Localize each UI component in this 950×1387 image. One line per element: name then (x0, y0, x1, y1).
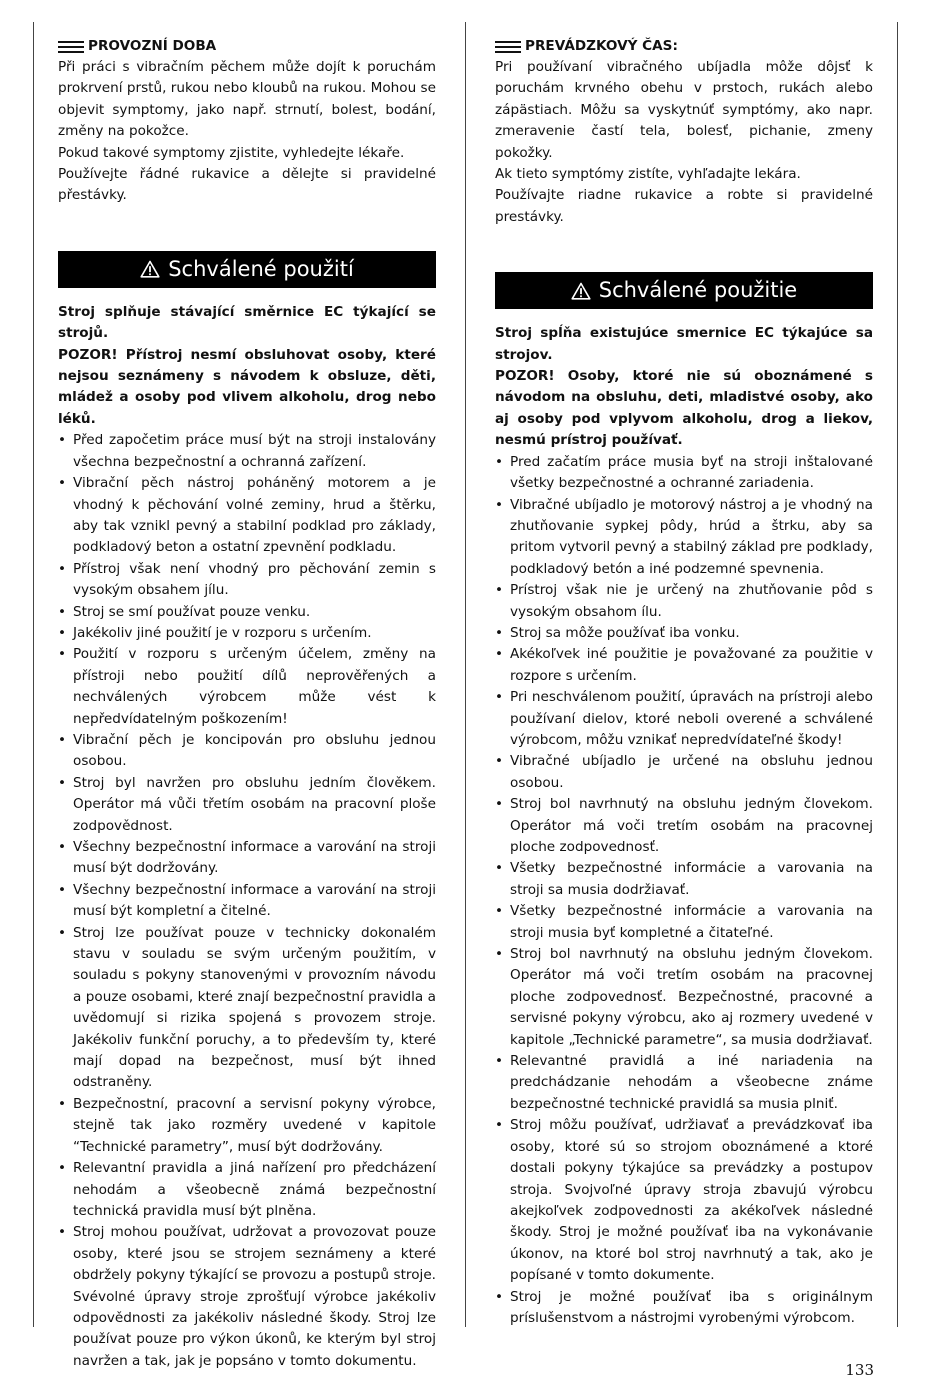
list-item: • Stroj byl navržen pro obsluhu jedním člověkem. Operátor má vůči třetím osobám na pracovní ploše zodpovědnost. (58, 773, 436, 837)
section-lines-icon (495, 40, 521, 54)
list-item: • Prístroj však nie je určený na zhutňovanie pôd s vysokým obsahom ílu. (495, 580, 873, 623)
warning-triangle-icon (140, 260, 160, 278)
right-banner (495, 272, 873, 309)
list-item: • Před započetim práce musí být na stroji instalovány všechna bezpečnostní a ochranná zařízení. (58, 430, 436, 473)
left-column (58, 36, 436, 1372)
list-item: • Přístroj však není vhodný pro pěchování zemin s vysokým obsahem jílu. (58, 559, 436, 602)
right-intro-directive: Stroj spĺňa existujúce smernice EC týkajúce sa strojov. (495, 325, 873, 363)
list-item: • Stroj bol navrhnutý na obsluhu jedným človekom. Operátor má voči tretím osobám na pracovnej ploche zodpovednosť. Bezpečnostné, pracovné a servisné pokyny výrobcu, ako aj rozmery uvedené v kapitole „Technické parametre“, sa musia dodržiavať. (495, 944, 873, 1051)
left-margin-rule (33, 22, 34, 1327)
list-item: • Pred začatím práce musia byť na stroji inštalované všetky bezpečnostné a ochranné zariadenia. (495, 452, 873, 495)
left-section-paragraph: Pokud takové symptomy zjistite, vyhledejte lékaře. (58, 144, 405, 161)
list-item: • Všechny bezpečnostní informace a varování na stroji musí být kompletní a čitelné. (58, 880, 436, 923)
right-banner-title: Schválené použitie (598, 278, 798, 303)
list-item: • Jakékoliv jiné použití je v rozporu s určením. (58, 623, 436, 644)
list-item: • Stroj mohou používat, udržovat a provozovat pouze osoby, které jsou se strojem seznámeny a které obdržely pokyny týkající se provozu a postupů stroje. Svévolné úpravy stroje zprošťují výrobce jakékoliv odpovědnosti za jakékoliv následné škody. Stroj lze používat pouze pro výkon úkonů, ke kterým byl stroj navržen a tak, jak je popsáno v tomto dokumentu. (58, 1222, 436, 1372)
right-section-title: PREVÁDZKOVÝ ČAS: (525, 38, 678, 54)
right-section-paragraph: Používajte riadne rukavice a robte si pravidelné prestávky. (495, 187, 873, 225)
list-item: • Vibrační pěch je koncipován pro obsluhu jednou osobou. (58, 730, 436, 773)
list-item: • Stroj môžu používať, udržiavať a prevádzkovať iba osoby, ktoré sú so strojom oboznámené a ktoré dostali pokyny týkajúce sa prevádzky a postupov stroja. Svojvoľné úpravy stroja zbavujú výrobcu akejkoľvek zodpovednosti za akékoľvek následné škody. Stroj je možné používať iba na vykonávanie úkonov, na ktoré bol stroj navrhnutý a tak, ako je popísané v tomto dokumente. (495, 1115, 873, 1286)
list-item: • Pri neschválenom použití, úpravách na prístroji alebo používaní dielov, ktoré neboli overené a schválené výrobcom, môžu vznikať nepredvídateľné škody! (495, 687, 873, 751)
list-item: • Vibračné ubíjadlo je určené na obsluhu jednou osobou. (495, 751, 873, 794)
list-item: • Vibračné ubíjadlo je motorový nástroj a je vhodný na zhutňovanie sypkej pôdy, hrúd a štrku, aby sa pritom vytvoril pevný a stabilný základ pre podklady, podkladový betón a iné podzemné spevnenia. (495, 495, 873, 581)
list-item: • Bezpečnostní, pracovní a servisní pokyny výrobce, stejně tak jako rozměry uvedené v kapitole “Technické parametry”, musí být dodržovány. (58, 1094, 436, 1158)
list-item: • Relevantní pravidla a jiná nařízení pro předcházení nehodám a všeobecně známá bezpečnostní technická pravidla musí být plněna. (58, 1158, 436, 1222)
warning-triangle-icon (571, 282, 591, 300)
list-item: • Všechny bezpečnostní informace a varování na stroji musí být dodržovány. (58, 837, 436, 880)
list-item: • Stroj bol navrhnutý na obsluhu jedným človekom. Operátor má voči tretím osobám na pracovnej ploche zodpovednosť. (495, 794, 873, 858)
right-section-paragraph: Ak tieto symptómy zistíte, vyhľadajte lekára. (495, 166, 801, 183)
list-item: • Použití v rozporu s určeným účelem, změny na přístroji nebo použití dílů neprověřených a nechválených výrobcem může vést k nepředvídatelným poškozením! (58, 644, 436, 730)
left-section-paragraph: Používejte řádné rukavice a dělejte si pravidelné přestávky. (58, 166, 436, 204)
list-item: • Stroj je možné používať iba s originálnym príslušenstvom a nástrojmi vyrobenými výrobcom. (495, 1287, 873, 1330)
list-item: • Vibrační pěch nástroj poháněný motorem a je vhodný k pěchování volné zeminy, hrud a štěrku, aby tak vznikl pevný a stabilní podklad pro základy, podkladový beton a ostatní zpevnění podkladu. (58, 473, 436, 559)
right-column (495, 36, 873, 1329)
right-section-paragraph: Pri používaní vibračného ubíjadla môže dôjsť k poruchám krvného obehu v prstoch, rukách alebo zápästiach. Môžu sa vyskytnúť symptómy, ako napr. zmeravenie častí tela, bolesť, pichanie, zmeny pokožky. (495, 59, 873, 161)
left-banner-title: Schválené použití (168, 256, 354, 281)
list-item: • Relevantné pravidlá a iné nariadenia na predchádzanie nehodám a všeobecne známe bezpečnostné technické pravidlá sa musia plniť. (495, 1051, 873, 1115)
list-item: • Stroj lze používat pouze v technicky dokonalém stavu v souladu se svým určeným použitím, v souladu s pokyny stanovenými v provozním návodu a pouze osobami, které znají bezpečnostní pravidla a uvědomují si rizika spojená s provozem stroje. Jakékoliv funkční poruchy, a to především ty, které mají dopad na bezpečnost, musí být ihned odstraněny. (58, 923, 436, 1094)
right-margin-rule (897, 22, 898, 1327)
list-item: • Akékoľvek iné použitie je považované za použitie v rozpore s určením. (495, 644, 873, 687)
left-section-title: PROVOZNÍ DOBA (88, 38, 217, 54)
section-lines-icon (58, 40, 84, 54)
list-item: • Všetky bezpečnostné informácie a varovania na stroji sa musia dodržiavať. (495, 858, 873, 901)
list-item: • Stroj se smí používat pouze venku. (58, 602, 436, 623)
list-item: • Všetky bezpečnostné informácie a varovania na stroji musia byť kompletné a čitateľné. (495, 901, 873, 944)
left-intro-directive: Stroj splňuje stávající směrnice EC týkající se strojů. (58, 303, 436, 342)
left-banner (58, 251, 436, 288)
left-bullet-list (58, 430, 436, 1372)
center-divider-rule (465, 22, 466, 1327)
left-section-paragraph: Při práci s vibračním pěchem může dojít k poruchám prokrvení prstů, rukou nebo kloubů na rukou. Mohou se objevit symptomy, jako např. strnutí, bolest, bodání, změny na pokožce. (58, 59, 436, 140)
page-number: 133 (845, 1361, 874, 1379)
right-section-heading (495, 36, 873, 57)
right-bullet-list (495, 452, 873, 1330)
left-section-heading (58, 36, 436, 57)
list-item: • Stroj sa môže používať iba vonku. (495, 623, 873, 644)
left-intro-warning: POZOR! Přístroj nesmí obsluhovat osoby, které nejsou seznámeny s návodem k obsluze, děti, mládež a osoby pod vlivem alkoholu, drog nebo léků. (58, 346, 436, 427)
right-intro-warning: POZOR! Osoby, ktoré nie sú oboznámené s návodom na obsluhu, deti, mladistvé osoby, ako aj osoby pod vplyvom alkoholu, drog a liekov, nesmú prístroj používať. (495, 368, 873, 449)
